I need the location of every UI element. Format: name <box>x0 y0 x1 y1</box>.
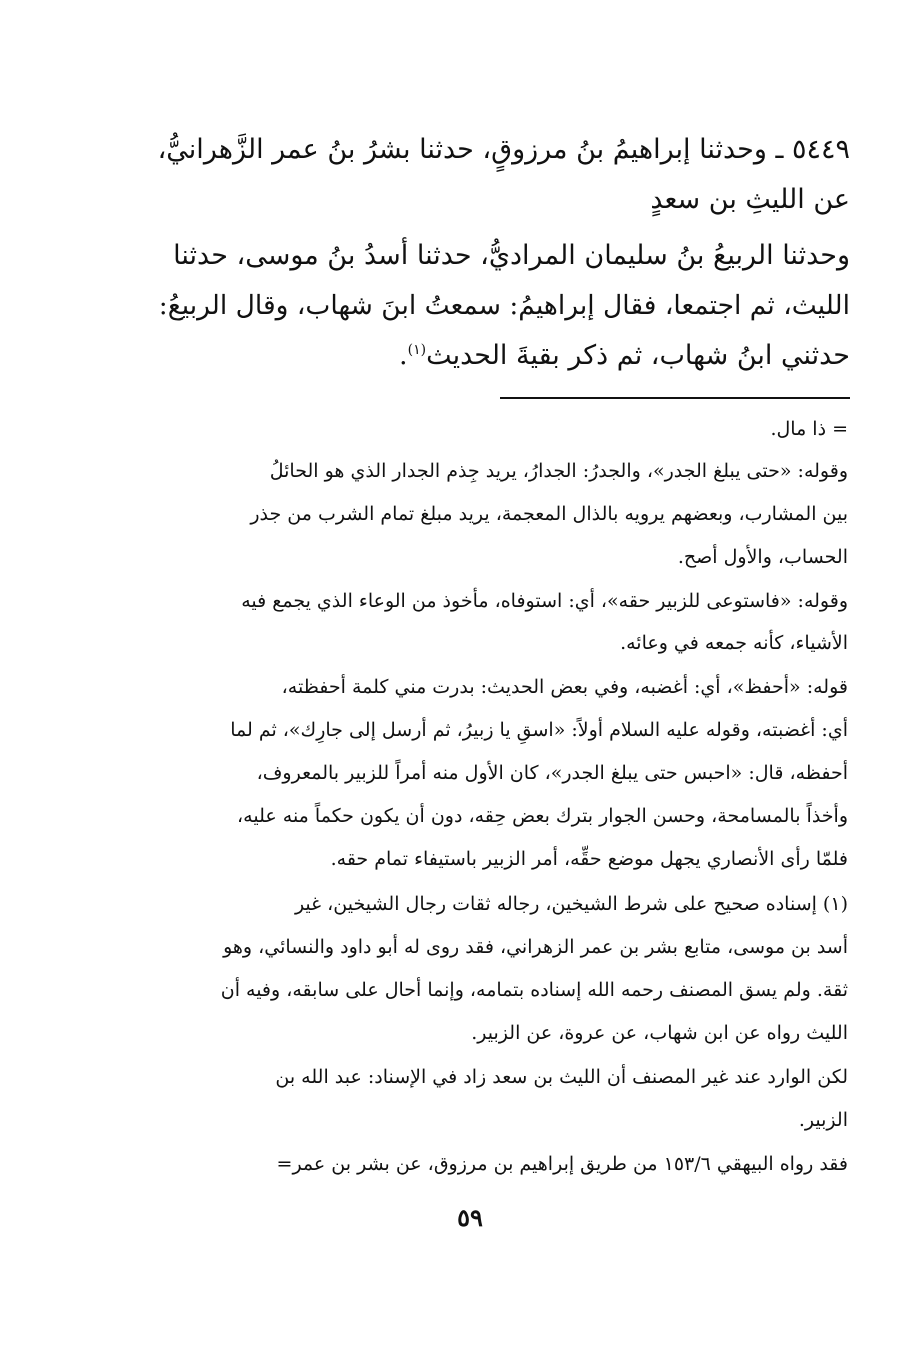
para-lakin-line2: الزبير. <box>798 1109 848 1131</box>
second-chain-line2: الليث، ثم اجتمعا، فقال إبراهيمُ: سمعتُ ابنَ شهاب، وقال الربيعُ: <box>158 290 850 321</box>
para-ahfaz-line3: أحفظه، قال: «احبس حتى يبلغ الجدر»، كان الأول منه أمراً للزبير بالمعروف، <box>256 762 848 784</box>
second-chain-line1: وحدثنا الربيعُ بنُ سليمان المراديُّ، حدثنا أسدُ بنُ موسى، حدثنا <box>173 240 850 271</box>
footnote-separator <box>500 397 850 399</box>
para-ahfaz-line4: وأخذاً بالمسامحة، وحسن الجوار بترك بعض حِقه، دون أن يكون حكماً منه عليه، <box>237 805 848 827</box>
para-jadr-line3: الحساب، والأول أصح. <box>677 546 848 568</box>
footnote-marker-1: (١) <box>407 342 427 358</box>
second-chain-line3-end: . <box>399 340 408 371</box>
para-ahfaz-line5: فلمّا رأى الأنصاري يجهل موضع حقِّه، أمر الزبير باستيفاء تمام حقه. <box>330 848 848 870</box>
note-1-line2: أسد بن موسى، متابع بشر بن عمر الزهراني، فقد روى له أبو داود والنسائي، وهو <box>223 936 848 958</box>
note-1-line1: (١) إسناده صحيح على شرط الشيخين، رجاله ثقات رجال الشيخين، غير <box>294 893 848 915</box>
para-jadr-line2: بين المشارب، وبعضهم يرويه بالذال المعجمة، يريد مبلغ تمام الشرب من جذر <box>250 503 848 525</box>
para-bayhaqi-line1: فقد رواه البيهقي ١٥٣/٦ من طريق إبراهيم بن مرزوق، عن بشر بن عمر= <box>276 1153 848 1175</box>
para-istawa-line2: الأشياء، كأنه جمعه في وعائه. <box>620 632 848 654</box>
note-1-line3: ثقة. ولم يسق المصنف رحمه الله إسناده بتمامه، وإنما أحال على سابقه، وفيه أن <box>220 979 848 1001</box>
para-istawa-line1: وقوله: «فاستوعى للزبير حقه»، أي: استوفاه، مأخوذ من الوعاء الذي يجمع فيه <box>241 590 848 612</box>
footnote-continuation: = ذا مال. <box>770 418 848 440</box>
second-chain-line3 <box>399 340 850 371</box>
second-chain-line3-text: حدثني ابنُ شهاب، ثم ذكر بقيةَ الحديث <box>426 340 850 371</box>
hadith-5449-line1: ٥٤٤٩ ـ وحدثنا إبراهيمُ بنُ مرزوقٍ، حدثنا بشرُ بنُ عمر الزَّهرانيُّ، <box>157 134 850 165</box>
para-jadr-line1: وقوله: «حتى يبلغ الجدر»، والجدرُ: الجدارُ، يريد جِذم الجدار الذي هو الحائلُ <box>269 460 848 482</box>
para-ahfaz-line2: أي: أغضبته، وقوله عليه السلام أولاً: «اسقِ يا زبيرُ، ثم أرسل إلى جارِك»، ثم لما <box>230 719 848 741</box>
note-1-line4: الليث رواه عن ابن شهاب، عن عروة، عن الزبير. <box>471 1022 848 1044</box>
hadith-5449-line2: عن الليثِ بن سعدٍ <box>650 184 850 215</box>
para-ahfaz-line1: قوله: «أحفظ»، أي: أغضبه، وفي بعض الحديث: بدرت مني كلمة أحفظته، <box>281 676 848 698</box>
para-lakin-line1: لكن الوارد عند غير المصنف أن الليث بن سعد زاد في الإسناد: عبد الله بن <box>275 1066 848 1088</box>
page-number: ٥٩ <box>457 1203 483 1232</box>
